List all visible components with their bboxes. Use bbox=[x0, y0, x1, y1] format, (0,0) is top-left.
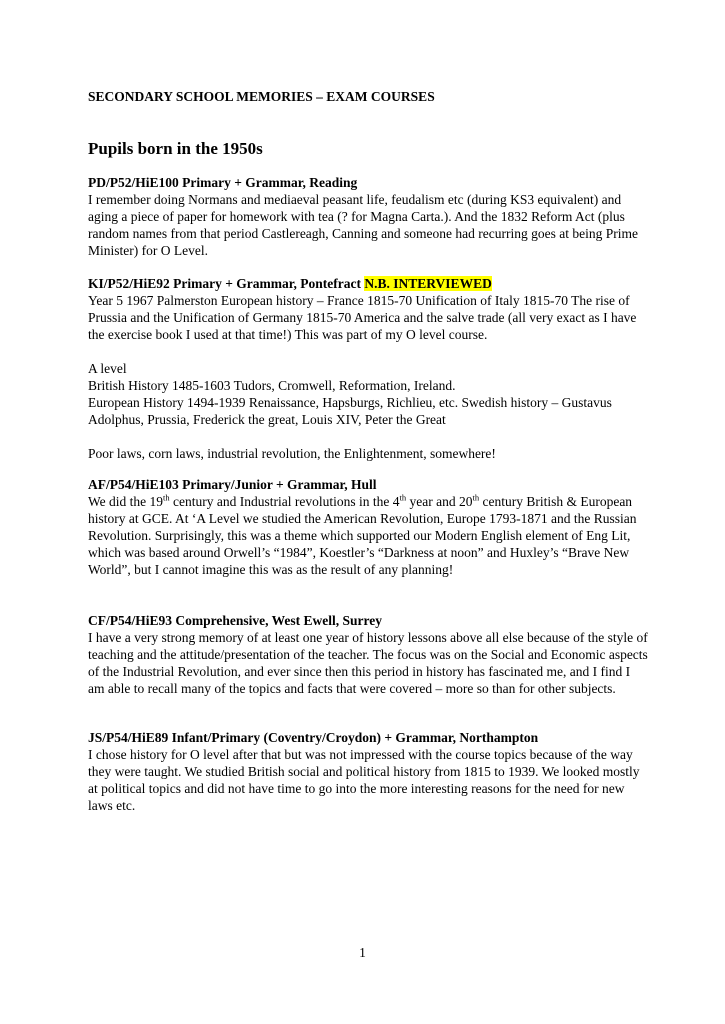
memory-entry-af bbox=[88, 476, 648, 578]
entry-heading bbox=[88, 275, 648, 292]
ordinal-suffix: th bbox=[163, 492, 170, 503]
body-text: year and 20 bbox=[406, 494, 473, 509]
alevel-line: European History 1494-1939 Renaissance, Hapsburgs, Richlieu, etc. Swedish history – Gustavus Adolphus, Prussia, Frederick the great, Louis XIV, Peter the Great bbox=[88, 395, 612, 427]
memory-entry-cf bbox=[88, 612, 648, 697]
memory-entry-ki bbox=[88, 275, 648, 462]
ordinal-suffix: th bbox=[472, 492, 480, 503]
memory-entry-js bbox=[88, 729, 648, 814]
body-text: century British & European history at GCE. At ‘A Level we studied the American Revolution, Europe 1793-1871 and the Russian Revolution. Surprisingly, this was a theme which supported our Modern English element of Eng Lit, which was based around Orwell’s “1984”, Koestler’s “Darkness at noon” and Huxley’s “Brave New World”, but I cannot imagine this was as the result of any planning! bbox=[88, 494, 637, 577]
entry-body: I have a very strong memory of at least one year of history lessons above all else because of the style of teaching and the attitude/presentation of the teacher. The focus was on the Social and Economic aspects of the Industrial Revolution, and ever since then this period in history has fascinated me, and I find I am able to recall many of the topics and facts that were covered – more so than for other subjects. bbox=[88, 630, 648, 696]
ordinal-suffix: th bbox=[399, 492, 407, 503]
body-text: We did the 19 bbox=[88, 494, 164, 509]
entry-heading-text: KI/P52/HiE92 Primary + Grammar, Pontefract bbox=[88, 276, 362, 291]
entry-heading: AF/P54/HiE103 Primary/Junior + Grammar, Hull bbox=[88, 477, 377, 492]
entry-heading: PD/P52/HiE100 Primary + Grammar, Reading bbox=[88, 175, 358, 190]
entry-body: Year 5 1967 Palmerston European history – France 1815-70 Unification of Italy 1815-70 The rise of Prussia and the Unification of Germany 1815-70 America and the salve trade (all very exact as I have the exercise book I used at that time!) This was part of my O level course. bbox=[88, 293, 637, 342]
entry-body: I remember doing Normans and mediaeval peasant life, feudalism etc (during KS3 equivalent) and aging a piece of paper for homework with tea (? for Magna Carta.). And the 1832 Reform Act (plus random names from that period Castlereagh, Canning and someone had recurring goes at being Prime Minister) for O Level. bbox=[88, 192, 638, 258]
entry-heading: CF/P54/HiE93 Comprehensive, West Ewell, Surrey bbox=[88, 613, 382, 628]
alevel-line: British History 1485-1603 Tudors, Cromwell, Reformation, Ireland. bbox=[88, 378, 456, 393]
entry-body bbox=[88, 493, 648, 578]
section-title: Pupils born in the 1950s bbox=[88, 139, 263, 158]
entry-heading: JS/P54/HiE89 Infant/Primary (Coventry/Croydon) + Grammar, Northampton bbox=[88, 730, 539, 745]
interviewed-highlight: N.B. INTERVIEWED bbox=[364, 276, 492, 291]
page-number: 1 bbox=[359, 945, 366, 960]
memory-entry-pd bbox=[88, 174, 648, 259]
entry-body: I chose history for O level after that but was not impressed with the course topics because of the way they were taught. We studied British social and political history from 1815 to 1939. We looked mostly at political topics and did not have time to go into the more interesting reasons for the need for new laws etc. bbox=[88, 747, 640, 813]
body-text: century and Industrial revolutions in the 4 bbox=[169, 494, 400, 509]
entry-extra: Poor laws, corn laws, industrial revolution, the Enlightenment, somewhere! bbox=[88, 446, 496, 461]
alevel-heading: A level bbox=[88, 361, 127, 376]
document-title: SECONDARY SCHOOL MEMORIES – EXAM COURSES bbox=[88, 89, 435, 104]
